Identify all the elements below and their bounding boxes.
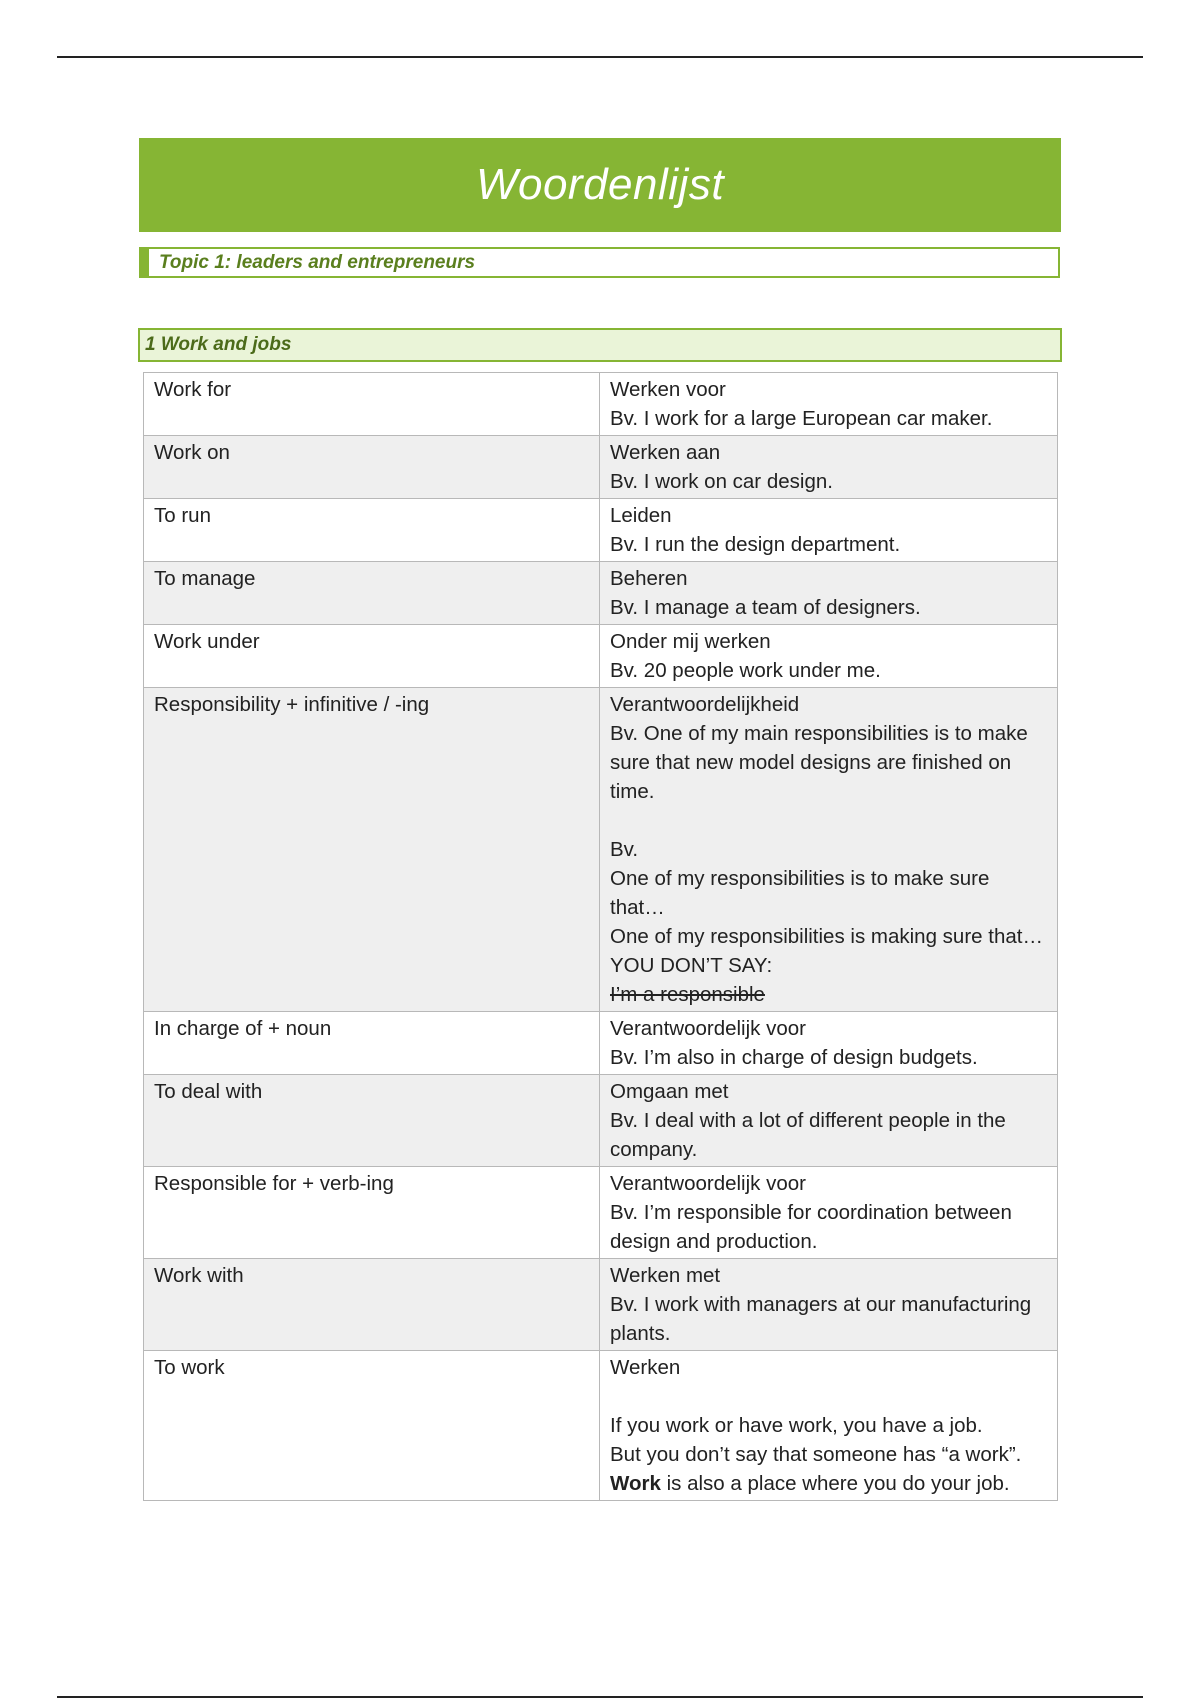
translation: Onder mij werken — [610, 630, 771, 653]
translation-cell — [600, 1351, 1058, 1501]
warning-label: YOU DON’T SAY: — [610, 954, 773, 977]
table-row — [144, 625, 1058, 688]
example: Bv. I run the design department. — [610, 533, 901, 556]
table-row — [144, 373, 1058, 436]
term: Work for — [154, 378, 232, 401]
term: To run — [154, 504, 211, 527]
example: Bv. I manage a team of designers. — [610, 596, 921, 619]
translation: Werken met — [610, 1264, 721, 1287]
translation-cell — [600, 1167, 1058, 1259]
topic-heading-text: Topic 1: leaders and entrepreneurs — [159, 251, 476, 273]
term: Work on — [154, 441, 230, 464]
term: To manage — [154, 567, 256, 590]
translation-cell — [600, 625, 1058, 688]
table-row — [144, 499, 1058, 562]
term-cell — [144, 436, 600, 499]
translation-cell — [600, 1012, 1058, 1075]
translation: Verantwoordelijk voor — [610, 1172, 806, 1195]
example: Bv. I work for a large European car maker. — [610, 407, 993, 430]
footer-rule — [57, 1696, 1143, 1698]
translation: Werken — [610, 1356, 681, 1379]
term: Responsible for + verb-ing — [154, 1172, 394, 1195]
term: To work — [154, 1356, 225, 1379]
term-cell — [144, 1167, 600, 1259]
table-row — [144, 562, 1058, 625]
term-cell — [144, 688, 600, 1012]
example: Bv. One of my main responsibilities is to make sure that new model designs are finished on time. — [610, 722, 1028, 803]
translation-cell — [600, 688, 1058, 1012]
term-cell — [144, 1351, 600, 1501]
example: Bv. I work with managers at our manufacturing plants. — [610, 1293, 1032, 1345]
page-title: Woordenlijst — [475, 160, 725, 209]
note-text: is also a place where you do your job. — [660, 1472, 1010, 1495]
table-row — [144, 1075, 1058, 1167]
translation-cell — [600, 1075, 1058, 1167]
translation-cell — [600, 373, 1058, 436]
translation: Werken voor — [610, 378, 726, 401]
translation-cell — [600, 499, 1058, 562]
title-banner — [139, 138, 1061, 232]
translation: Verantwoordelijk voor — [610, 1017, 806, 1040]
example-label: Bv. — [610, 838, 639, 861]
example: Bv. 20 people work under me. — [610, 659, 881, 682]
table-row — [144, 1259, 1058, 1351]
topic-heading — [139, 247, 1060, 278]
term: To deal with — [154, 1080, 263, 1103]
table-row — [144, 1351, 1058, 1501]
header-rule — [57, 56, 1143, 58]
spacer — [610, 1382, 1049, 1411]
example: Bv. I deal with a lot of different people in the company. — [610, 1109, 1006, 1161]
note: But you don’t say that someone has “a work”. — [610, 1443, 1022, 1466]
note: If you work or have work, you have a job. — [610, 1414, 983, 1437]
term-cell — [144, 373, 600, 436]
example: Bv. I’m responsible for coordination between design and production. — [610, 1201, 1012, 1253]
table-row — [144, 1012, 1058, 1075]
note — [610, 1469, 1049, 1498]
translation-cell — [600, 562, 1058, 625]
translation: Verantwoordelijkheid — [610, 693, 800, 716]
translation: Werken aan — [610, 441, 721, 464]
emphasis: Work — [610, 1472, 661, 1495]
term-cell — [144, 625, 600, 688]
translation: Omgaan met — [610, 1080, 729, 1103]
term-cell — [144, 1075, 600, 1167]
translation-cell — [600, 436, 1058, 499]
term-cell — [144, 1259, 600, 1351]
spacer — [610, 806, 1049, 835]
vocabulary-table — [143, 372, 1058, 1501]
example: Bv. I work on car design. — [610, 470, 833, 493]
term-cell — [144, 499, 600, 562]
section-heading-text: 1 Work and jobs — [145, 334, 292, 355]
term-cell — [144, 1012, 600, 1075]
term: Responsibility + infinitive / -ing — [154, 693, 430, 716]
table-row — [144, 1167, 1058, 1259]
term-cell — [144, 562, 600, 625]
table-row — [144, 688, 1058, 1012]
section-heading — [138, 328, 1062, 362]
term: Work under — [154, 630, 260, 653]
translation: Beheren — [610, 567, 688, 590]
translation-cell — [600, 1259, 1058, 1351]
term: Work with — [154, 1264, 244, 1287]
alternative-1: One of my responsibilities is to make sure that… — [610, 867, 990, 919]
translation: Leiden — [610, 504, 672, 527]
incorrect-usage: I’m a responsible — [610, 983, 765, 1006]
example: Bv. I’m also in charge of design budgets. — [610, 1046, 978, 1069]
term: In charge of + noun — [154, 1017, 332, 1040]
table-row — [144, 436, 1058, 499]
alternative-2: One of my responsibilities is making sure that… — [610, 925, 1043, 948]
